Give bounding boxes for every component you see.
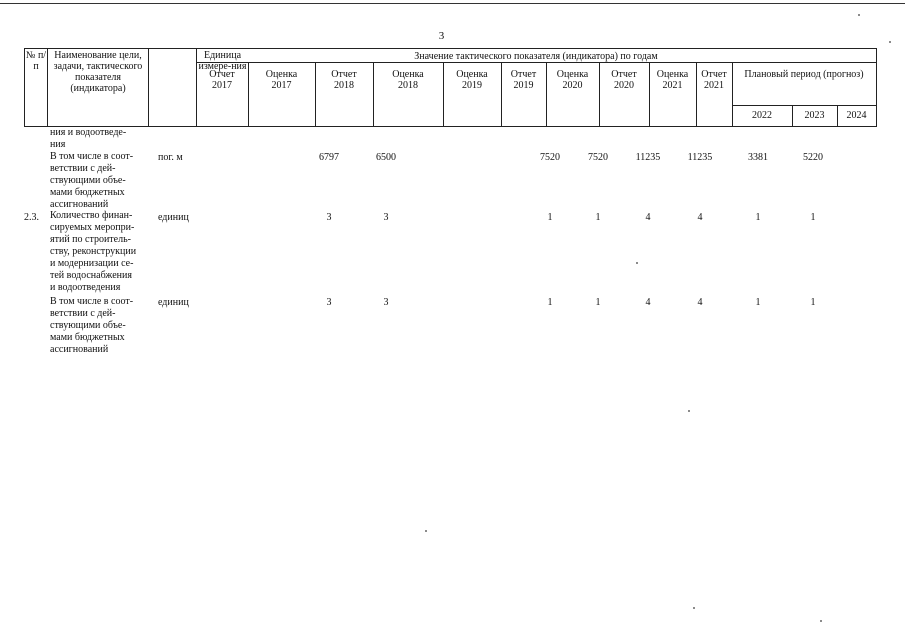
header-col-year-2: 2018 [334, 80, 354, 91]
row-name-line: В том числе в соот- [50, 151, 134, 162]
row-name-line: и водоотведения [50, 282, 121, 293]
header-num: № п/п [25, 50, 47, 72]
scan-speck [858, 14, 860, 16]
row-value: 1 [755, 212, 761, 223]
header-plan-year-2022: 2022 [752, 110, 772, 121]
scan-speck [636, 262, 638, 264]
header-col-kind-7: Отчет [611, 69, 637, 80]
header-plan-title: Плановый период (прогноз) [744, 69, 864, 80]
row-value: 3 [326, 212, 332, 223]
scan-speck [693, 607, 695, 609]
header-col-kind-8: Оценка [656, 69, 689, 80]
row-name-line: ятий по строитель- [50, 234, 131, 245]
row-name-line: ветствии с дей- [50, 163, 116, 174]
page-number: 3 [438, 30, 445, 42]
header-col-year-7: 2020 [614, 80, 634, 91]
table-rule [148, 48, 149, 126]
header-col-kind-3: Оценка [392, 69, 424, 80]
scan-speck [820, 620, 822, 622]
table-rule [876, 48, 877, 127]
row-value: 4 [697, 212, 703, 223]
row-unit: единиц [158, 297, 189, 308]
top-border-line [0, 3, 905, 4]
row-value: 6500 [376, 152, 396, 163]
row-name-line: тей водоснабжения [50, 270, 132, 281]
row-name-line: ству, реконструкции [50, 246, 137, 257]
row-value: 1 [810, 297, 816, 308]
row-num: 2.3. [24, 212, 39, 223]
row-name-line: ствующими объе- [50, 175, 126, 186]
header-col-kind-9: Отчет [701, 69, 727, 80]
row-value: 3 [383, 212, 389, 223]
header-col-year-8: 2021 [662, 80, 683, 91]
header-col-kind-5: Отчет [510, 69, 537, 80]
row-unit: единиц [158, 212, 189, 223]
row-value: 5220 [803, 152, 823, 163]
table-header [24, 48, 876, 126]
row-value: 1 [595, 297, 601, 308]
scan-speck [688, 410, 690, 412]
table-rule [732, 105, 876, 106]
header-col-year-3: 2018 [398, 80, 418, 91]
row-value: 11235 [687, 152, 713, 163]
row-name-line: Количество финан- [50, 210, 133, 221]
row-name-line: ния [50, 139, 66, 150]
table-rule [24, 48, 876, 49]
row-value: 11235 [635, 152, 661, 163]
scan-speck [889, 41, 891, 43]
header-values-title: Значение тактического показателя (индикатора) по годам [414, 51, 658, 62]
header-col-kind-1: Оценка [265, 69, 298, 80]
row-value: 6797 [319, 152, 339, 163]
row-value: 4 [697, 297, 703, 308]
row-unit: пог. м [158, 152, 183, 163]
row-value: 3381 [748, 152, 768, 163]
row-value: 7520 [588, 152, 608, 163]
header-name: Наименование цели, задачи, тактического показателя (индикатора) [53, 50, 143, 94]
header-unit: Единица измере-ния [198, 50, 247, 72]
row-value: 3 [326, 297, 332, 308]
scan-speck [425, 530, 427, 532]
header-col-year-0: 2017 [212, 80, 232, 91]
row-value: 1 [547, 212, 553, 223]
row-value: 3 [383, 297, 389, 308]
row-value: 4 [645, 297, 651, 308]
header-plan-year-2023: 2023 [804, 110, 825, 121]
header-col-year-4: 2019 [462, 80, 482, 91]
row-value: 1 [810, 212, 816, 223]
row-value: 1 [595, 212, 601, 223]
header-col-year-9: 2021 [704, 80, 724, 91]
row-value: 1 [547, 297, 553, 308]
table-rule [24, 126, 877, 127]
header-col-kind-6: Оценка [556, 69, 589, 80]
header-plan-year-2024: 2024 [846, 110, 867, 121]
row-value: 4 [645, 212, 651, 223]
row-name-line: ассигнований [50, 344, 109, 355]
row-name-line: ветствии с дей- [50, 308, 116, 319]
header-col-kind-0: Отчет [209, 69, 235, 80]
header-col-year-6: 2020 [562, 80, 583, 91]
row-name-line: мами бюджетных [50, 187, 125, 198]
row-name-line: ствующими объе- [50, 320, 126, 331]
row-name-line: ассигнований [50, 199, 109, 210]
row-name-line: В том числе в соот- [50, 296, 134, 307]
header-col-year-5: 2019 [513, 80, 534, 91]
table-rule [47, 48, 48, 126]
header-col-year-1: 2017 [271, 80, 292, 91]
row-name-line: сируемых меропри- [50, 222, 135, 233]
row-name-line: мами бюджетных [50, 332, 125, 343]
row-value: 7520 [540, 152, 560, 163]
row-name-line: и модернизации се- [50, 258, 134, 269]
row-name-line: ния и водоотведе- [50, 127, 127, 138]
header-col-kind-2: Отчет [331, 69, 357, 80]
table-rule [196, 62, 876, 63]
header-col-kind-4: Оценка [456, 69, 488, 80]
row-value: 1 [755, 297, 761, 308]
